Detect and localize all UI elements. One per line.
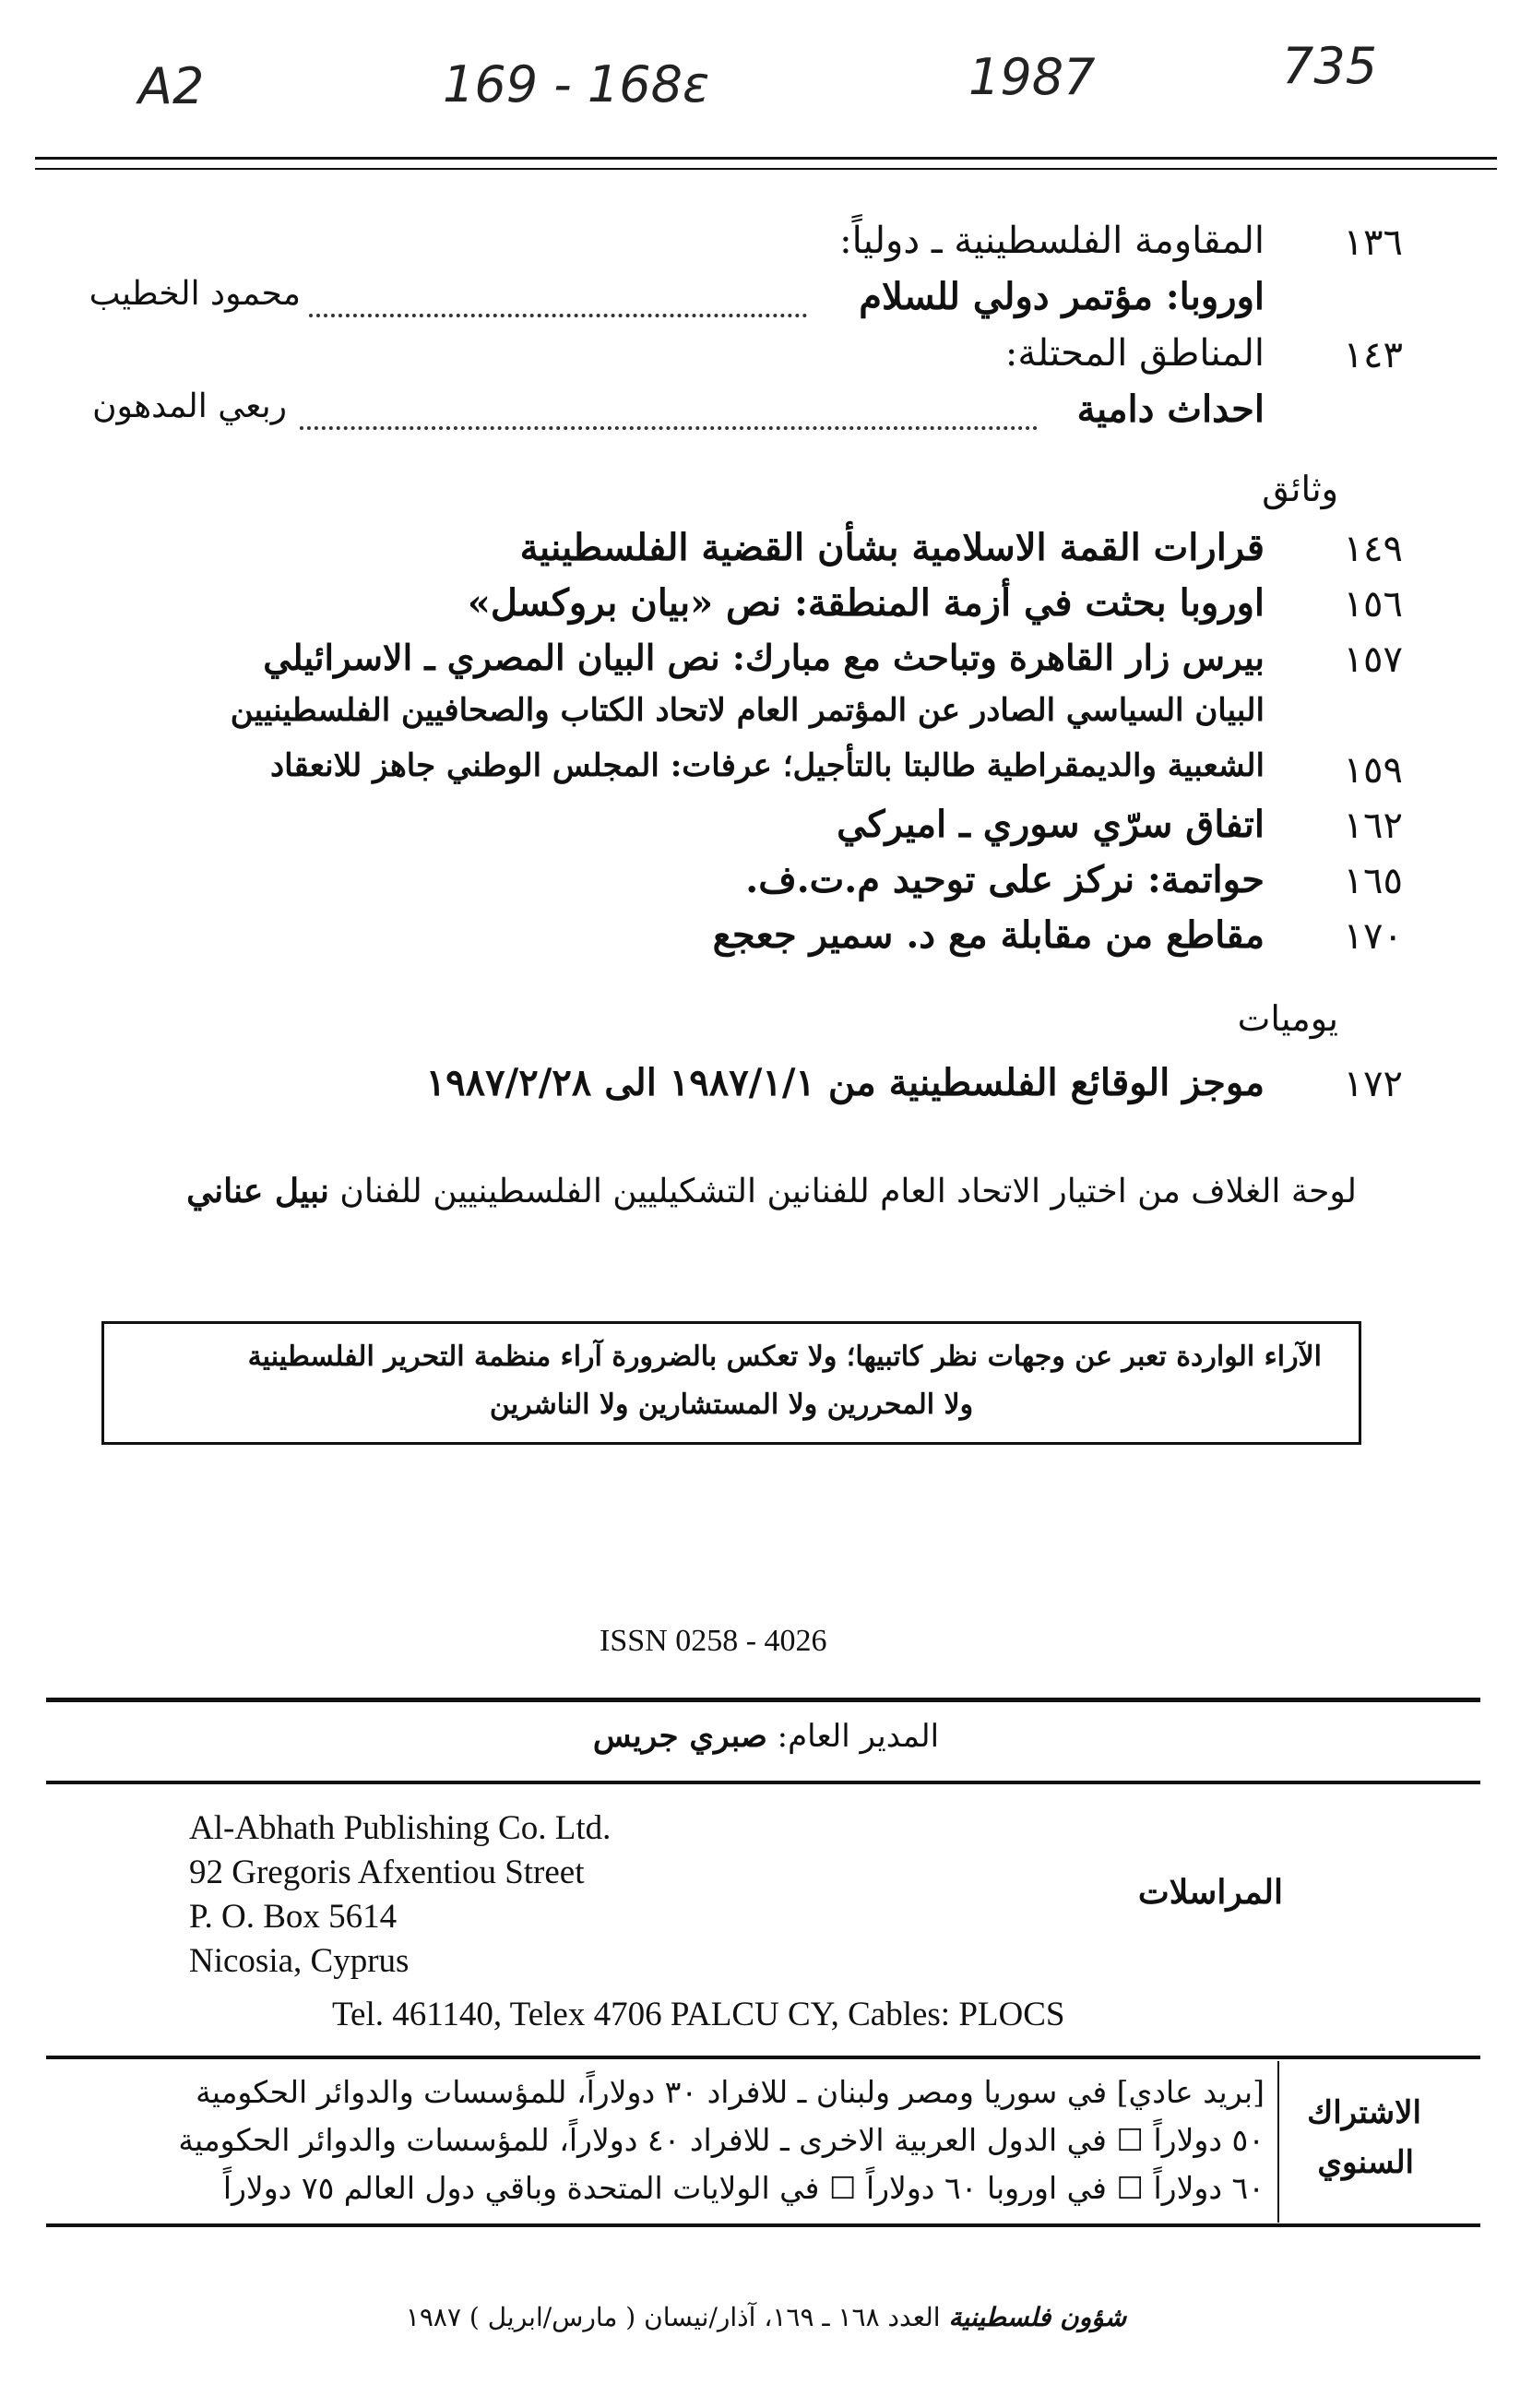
- doc-title: قرارات القمة الاسلامية بشأن القضية الفلسطينية: [519, 526, 1265, 569]
- toc-title-bloody-events: احداث دامية: [1076, 387, 1265, 431]
- diary-page: ١٧٢: [1343, 1063, 1403, 1105]
- top-rule: [35, 157, 1497, 160]
- corr-contact: Tel. 461140, Telex 4706 PALCU CY, Cables: PLOCS: [332, 1996, 1065, 2033]
- cover-note-text: لوحة الغلاف من اختيار الاتحاد العام للفنانين التشكيليين الفلسطينيين للفنان: [339, 1173, 1357, 1210]
- doc-title: بيرس زار القاهرة وتباحث مع مبارك: نص البيان المصري ـ الاسرائيلي: [263, 637, 1265, 678]
- doc-page: ١٥٦: [1343, 583, 1403, 626]
- toc-title-europe-conference: اوروبا: مؤتمر دولي للسلام: [859, 275, 1265, 318]
- disclaimer-line1: الآراء الواردة تعبر عن وجهات نظر كاتبيها؛ ولا تعكس بالضرورة آراء منظمة التحرير الفلسطينية: [247, 1341, 1322, 1373]
- subscription-divider: [1277, 2061, 1279, 2223]
- toc-leader-dots: [300, 426, 1038, 430]
- director-rule-bottom: [46, 1781, 1480, 1784]
- director-rule-top: [46, 1698, 1480, 1702]
- top-rule-second: [35, 168, 1497, 170]
- diary-title: موجز الوقائع الفلسطينية من ١٩٨٧/١/١ الى ١٩٨٧/٢/٢٨: [425, 1061, 1265, 1104]
- corr-company: Al-Abhath Publishing Co. Ltd.: [189, 1809, 612, 1847]
- doc-title: اتفاق سرّي سوري ـ اميركي: [837, 803, 1265, 846]
- handwritten-code: A2: [138, 57, 205, 115]
- corr-street: 92 Gregoris Afxentiou Street: [189, 1854, 585, 1891]
- disclaimer-line2: ولا المحررين ولا المستشارين ولا الناشرين: [489, 1389, 974, 1421]
- doc-page: ١٥٩: [1343, 749, 1403, 792]
- doc-title: حواتمة: نركز على توحيد م.ت.ف.: [745, 858, 1265, 901]
- director: [0, 1718, 1532, 1755]
- doc-page: ١٥٧: [1343, 638, 1403, 681]
- doc-page: ١٧٠: [1343, 915, 1403, 958]
- section-documents: وثائق: [1262, 469, 1338, 509]
- doc-page: ١٤٩: [1343, 528, 1403, 570]
- handwritten-number: 735: [1282, 37, 1378, 95]
- footer-issue: العدد ١٦٨ ـ ١٦٩، آذار/نيسان ( مارس/ابريل ) ١٩٨٧: [405, 2302, 941, 2332]
- toc-author-khatib: محمود الخطيب: [89, 275, 301, 313]
- footer: [0, 2302, 1532, 2332]
- director-name: صبري جريس: [592, 1718, 767, 1755]
- doc-title: مقاطع من مقابلة مع د. سمير جعجع: [712, 913, 1265, 957]
- subscription-line3: ٦٠ دولاراً ☐ في اوروبا ٦٠ دولاراً ☐ في الولايات المتحدة وباقي دول العالم ٧٥ دولاراً: [222, 2170, 1265, 2206]
- toc-title-resistance: المقاومة الفلسطينية ـ دولياً:: [839, 220, 1265, 262]
- section-diary: يوميات: [1237, 998, 1338, 1039]
- toc-leader-dots: [309, 314, 807, 317]
- subscription-label1: الاشتراك: [1307, 2094, 1421, 2131]
- toc-title-occupied: المناطق المحتلة:: [1004, 332, 1265, 375]
- subscription-line2: ٥٠ دولاراً ☐ في الدول العربية الاخرى ـ للافراد ٤٠ دولاراً، للمؤسسات والدوائر الحكومية: [178, 2122, 1265, 2158]
- cover-note-artist: نبيل عناني: [186, 1172, 329, 1210]
- doc-title: الشعبية والديمقراطية طالبتا بالتأجيل؛ عرفات: المجلس الوطني جاهز للانعقاد: [270, 747, 1265, 784]
- footer-brand: شؤون فلسطينية: [948, 2302, 1127, 2332]
- corr-label: المراسلات: [1137, 1873, 1283, 1912]
- handwritten-range: 169 - 168ε: [443, 55, 710, 113]
- doc-page: ١٦٥: [1343, 860, 1403, 902]
- handwritten-year: 1987: [968, 48, 1096, 106]
- director-label: المدير العام:: [777, 1718, 940, 1755]
- subscription-rule-bottom: [46, 2223, 1480, 2227]
- corr-city: Nicosia, Cyprus: [189, 1942, 410, 1980]
- subscription-label2: السنوي: [1317, 2144, 1414, 2181]
- toc-page-136: ١٣٦: [1343, 221, 1403, 264]
- toc-page-143: ١٤٣: [1343, 334, 1403, 376]
- cover-note: [186, 1172, 1357, 1210]
- subscription-line1: [بريد عادي] في سوريا ومصر ولبنان ـ للافراد ٣٠ دولاراً، للمؤسسات والدوائر الحكومية: [196, 2074, 1265, 2110]
- issn: ISSN 0258 - 4026: [600, 1624, 827, 1658]
- disclaimer-box: [101, 1321, 1361, 1445]
- doc-title: اوروبا بحثت في أزمة المنطقة: نص «بيان بروكسل»: [467, 581, 1265, 625]
- doc-title: البيان السياسي الصادر عن المؤتمر العام لاتحاد الكتاب والصحافيين الفلسطينيين: [230, 692, 1265, 729]
- toc-author-madhoun: ربعي المدهون: [92, 387, 287, 425]
- subscription-rule-top: [46, 2056, 1480, 2059]
- corr-pobox: P. O. Box 5614: [189, 1898, 398, 1936]
- doc-page: ١٦٢: [1343, 805, 1403, 847]
